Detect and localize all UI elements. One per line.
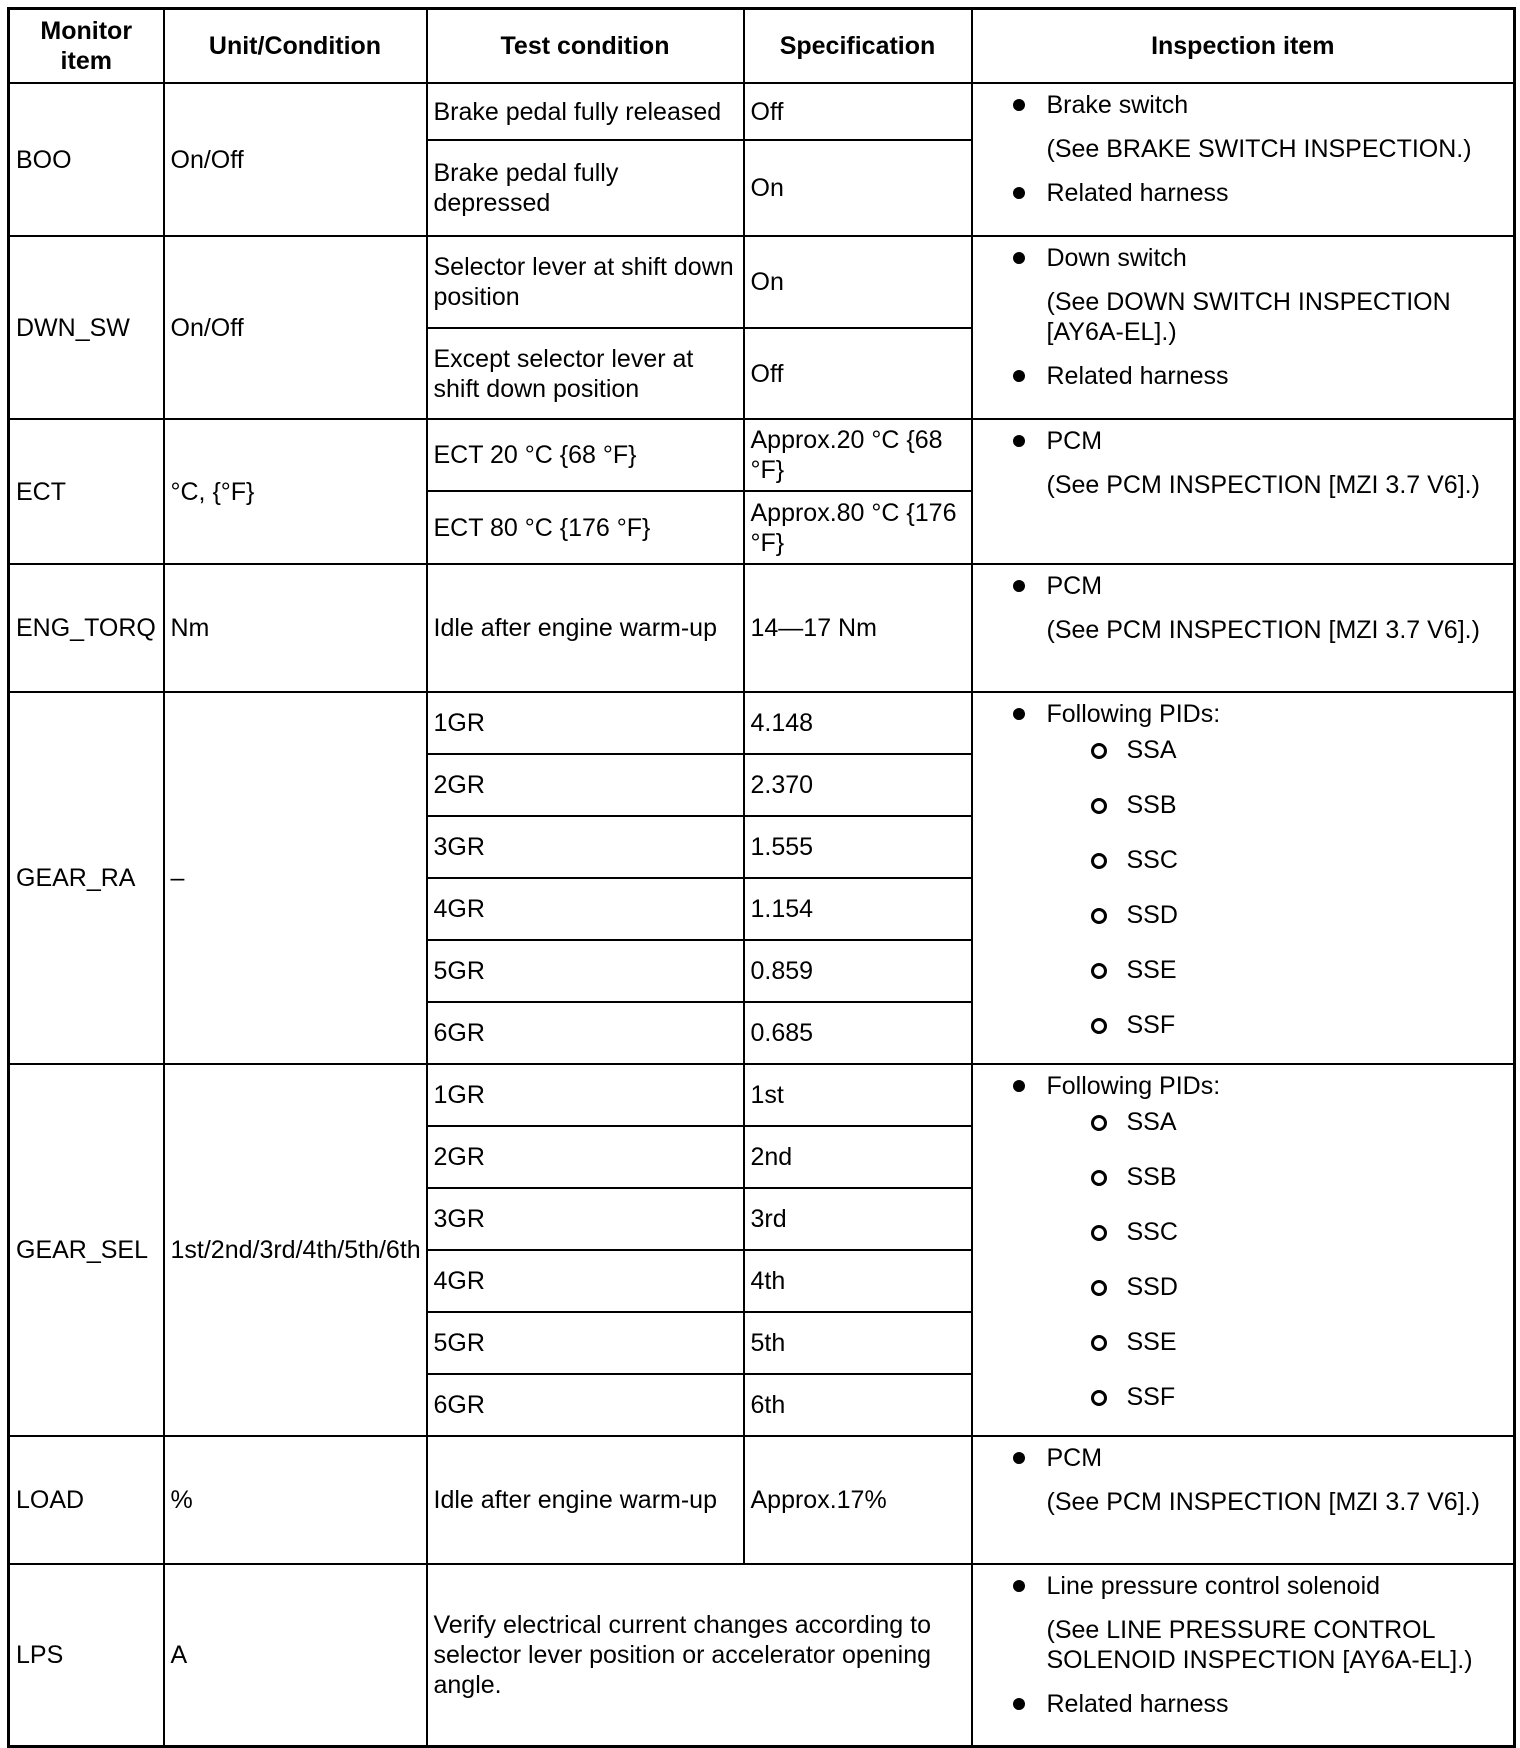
unit-cell: On/Off [164, 236, 427, 419]
pid-item [1013, 900, 1508, 955]
table-row [9, 83, 1515, 140]
test-condition-cell: 4GR [427, 878, 744, 940]
monitor-item-cell: DWN_SW [9, 236, 164, 419]
test-condition-cell: Brake pedal fully released [427, 83, 744, 140]
inspection-bullet [1013, 1443, 1508, 1473]
specification-cell: 1st [744, 1064, 972, 1126]
header-monitor-item: Monitor item [9, 9, 164, 84]
bullet-icon [1013, 708, 1025, 720]
specification-cell: 4.148 [744, 692, 972, 754]
specification-cell: Off [744, 328, 972, 419]
bullet-icon [1013, 187, 1025, 199]
specification-cell: 0.685 [744, 1002, 972, 1064]
test-condition-cell: 6GR [427, 1002, 744, 1064]
inspection-reference: (See PCM INSPECTION [MZI 3.7 V6].) [1046, 471, 1480, 499]
specification-cell: 3rd [744, 1188, 972, 1250]
test-condition-cell: Idle after engine warm-up [427, 564, 744, 692]
inspection-text: Line pressure control solenoid [1046, 1572, 1381, 1600]
pid-label: SSC [1126, 1218, 1178, 1246]
bullet-icon [1013, 435, 1025, 447]
circle-bullet-icon [1091, 1225, 1107, 1241]
circle-bullet-icon [1091, 853, 1107, 869]
inspection-bullet [1013, 1071, 1508, 1101]
specification-cell: Approx.17% [744, 1436, 972, 1564]
inspection-bullet [1013, 426, 1508, 456]
pid-item [1013, 845, 1508, 900]
inspection-cell [972, 692, 1515, 1064]
bullet-icon [1013, 1452, 1025, 1464]
bullet-icon [1013, 252, 1025, 264]
specification-cell: 1.154 [744, 878, 972, 940]
pid-item [1013, 790, 1508, 845]
header-unit-condition: Unit/Condition [164, 9, 427, 84]
specification-cell: 14—17 Nm [744, 564, 972, 692]
specification-cell: 4th [744, 1250, 972, 1312]
pid-label: SSD [1126, 1273, 1178, 1301]
test-condition-cell: 1GR [427, 1064, 744, 1126]
inspection-text: Related harness [1046, 179, 1229, 207]
test-condition-cell: 4GR [427, 1250, 744, 1312]
inspection-reference: (See DOWN SWITCH INSPECTION [AY6A-EL].) [1046, 288, 1451, 346]
pid-item [1013, 1327, 1508, 1382]
specification-cell: 1.555 [744, 816, 972, 878]
inspection-bullet [1013, 361, 1508, 391]
inspection-text: Following PIDs: [1046, 700, 1221, 728]
specification-cell: Off [744, 83, 972, 140]
test-condition-cell: Selector lever at shift down position [427, 236, 744, 328]
inspection-bullet [1013, 1571, 1508, 1601]
test-condition-cell: Brake pedal fully depressed [427, 140, 744, 236]
inspection-reference: (See BRAKE SWITCH INSPECTION.) [1046, 135, 1472, 163]
inspection-text: Following PIDs: [1046, 1072, 1221, 1100]
table-row [9, 692, 1515, 754]
pid-label: SSD [1126, 901, 1178, 929]
circle-bullet-icon [1091, 908, 1107, 924]
specification-cell: Approx.80 °C {176 °F} [744, 491, 972, 564]
inspection-bullet [1013, 699, 1508, 729]
pid-list [1013, 1107, 1508, 1412]
unit-cell: 1st/2nd/3rd/4th/5th/6th [164, 1064, 427, 1436]
specification-cell: 2nd [744, 1126, 972, 1188]
circle-bullet-icon [1091, 963, 1107, 979]
inspection-cell [972, 1436, 1515, 1564]
inspection-cell [972, 564, 1515, 692]
bullet-icon [1013, 1698, 1025, 1710]
pid-label: SSA [1126, 1108, 1177, 1136]
inspection-text: PCM [1046, 1444, 1103, 1472]
inspection-reference: (See PCM INSPECTION [MZI 3.7 V6].) [1046, 1488, 1480, 1516]
inspection-cell [972, 419, 1515, 564]
pid-item [1013, 1382, 1508, 1412]
monitor-spec-table [7, 7, 1516, 1748]
table-row [9, 1436, 1515, 1564]
specification-cell: 5th [744, 1312, 972, 1374]
inspection-text: Brake switch [1046, 91, 1189, 119]
specification-cell: 0.859 [744, 940, 972, 1002]
table-row [9, 236, 1515, 328]
test-condition-cell: 2GR [427, 754, 744, 816]
table-row [9, 1564, 1515, 1746]
unit-cell: °C, {°F} [164, 419, 427, 564]
inspection-text: Related harness [1046, 362, 1229, 390]
pid-label: SSA [1126, 736, 1177, 764]
inspection-text: Related harness [1046, 1690, 1229, 1718]
monitor-item-cell: GEAR_SEL [9, 1064, 164, 1436]
test-condition-cell: 5GR [427, 1312, 744, 1374]
monitor-item-cell: LOAD [9, 1436, 164, 1564]
inspection-text: Down switch [1046, 244, 1187, 272]
circle-bullet-icon [1091, 1390, 1107, 1406]
unit-cell: % [164, 1436, 427, 1564]
test-condition-cell: ECT 20 °C {68 °F} [427, 419, 744, 491]
inspection-bullet [1013, 571, 1508, 601]
specification-cell: 6th [744, 1374, 972, 1436]
pid-item [1013, 1010, 1508, 1040]
monitor-item-cell: ECT [9, 419, 164, 564]
circle-bullet-icon [1091, 798, 1107, 814]
bullet-icon [1013, 99, 1025, 111]
table-row [9, 419, 1515, 491]
inspection-reference: (See PCM INSPECTION [MZI 3.7 V6].) [1046, 616, 1480, 644]
inspection-cell [972, 236, 1515, 419]
pid-label: SSC [1126, 846, 1178, 874]
table-row [9, 1064, 1515, 1126]
circle-bullet-icon [1091, 1115, 1107, 1131]
specification-cell: Approx.20 °C {68 °F} [744, 419, 972, 491]
unit-cell: A [164, 1564, 427, 1746]
unit-cell: On/Off [164, 83, 427, 236]
specification-cell: On [744, 236, 972, 328]
inspection-reference: (See LINE PRESSURE CONTROL SOLENOID INSPECTION [AY6A-EL].) [1046, 1616, 1473, 1674]
pid-label: SSB [1126, 1163, 1177, 1191]
bullet-icon [1013, 1580, 1025, 1592]
inspection-bullet [1013, 243, 1508, 273]
monitor-item-cell: LPS [9, 1564, 164, 1746]
pid-list [1013, 735, 1508, 1040]
bullet-icon [1013, 580, 1025, 592]
inspection-cell [972, 1064, 1515, 1436]
header-specification: Specification [744, 9, 972, 84]
test-condition-cell: 3GR [427, 816, 744, 878]
table-row [9, 564, 1515, 692]
pid-item [1013, 1272, 1508, 1327]
header-inspection-item: Inspection item [972, 9, 1515, 84]
specification-cell: 2.370 [744, 754, 972, 816]
inspection-text: PCM [1046, 572, 1103, 600]
test-condition-cell: Idle after engine warm-up [427, 1436, 744, 1564]
circle-bullet-icon [1091, 743, 1107, 759]
pid-label: SSF [1126, 1011, 1176, 1039]
unit-cell: – [164, 692, 427, 1064]
bullet-icon [1013, 370, 1025, 382]
inspection-cell [972, 83, 1515, 236]
test-condition-cell: Verify electrical current changes according to selector lever position or accelerator opening angle. [427, 1564, 972, 1746]
circle-bullet-icon [1091, 1335, 1107, 1351]
pid-label: SSE [1126, 956, 1177, 984]
header-test-condition: Test condition [427, 9, 744, 84]
test-condition-cell: 2GR [427, 1126, 744, 1188]
test-condition-cell: Except selector lever at shift down position [427, 328, 744, 419]
monitor-item-cell: ENG_TORQ [9, 564, 164, 692]
pid-item [1013, 1162, 1508, 1217]
pid-label: SSB [1126, 791, 1177, 819]
test-condition-cell: ECT 80 °C {176 °F} [427, 491, 744, 564]
pid-item [1013, 955, 1508, 1010]
test-condition-cell: 1GR [427, 692, 744, 754]
pid-label: SSE [1126, 1328, 1177, 1356]
pid-item [1013, 1107, 1508, 1162]
inspection-cell [972, 1564, 1515, 1746]
inspection-bullet [1013, 1689, 1508, 1719]
test-condition-cell: 3GR [427, 1188, 744, 1250]
monitor-item-cell: GEAR_RA [9, 692, 164, 1064]
monitor-item-cell: BOO [9, 83, 164, 236]
pid-label: SSF [1126, 1383, 1176, 1411]
specification-cell: On [744, 140, 972, 236]
circle-bullet-icon [1091, 1170, 1107, 1186]
circle-bullet-icon [1091, 1280, 1107, 1296]
pid-item [1013, 735, 1508, 790]
bullet-icon [1013, 1080, 1025, 1092]
inspection-text: PCM [1046, 427, 1103, 455]
test-condition-cell: 5GR [427, 940, 744, 1002]
circle-bullet-icon [1091, 1018, 1107, 1034]
unit-cell: Nm [164, 564, 427, 692]
inspection-bullet [1013, 178, 1508, 208]
pid-item [1013, 1217, 1508, 1272]
inspection-bullet [1013, 90, 1508, 120]
test-condition-cell: 6GR [427, 1374, 744, 1436]
header-row [9, 9, 1515, 84]
